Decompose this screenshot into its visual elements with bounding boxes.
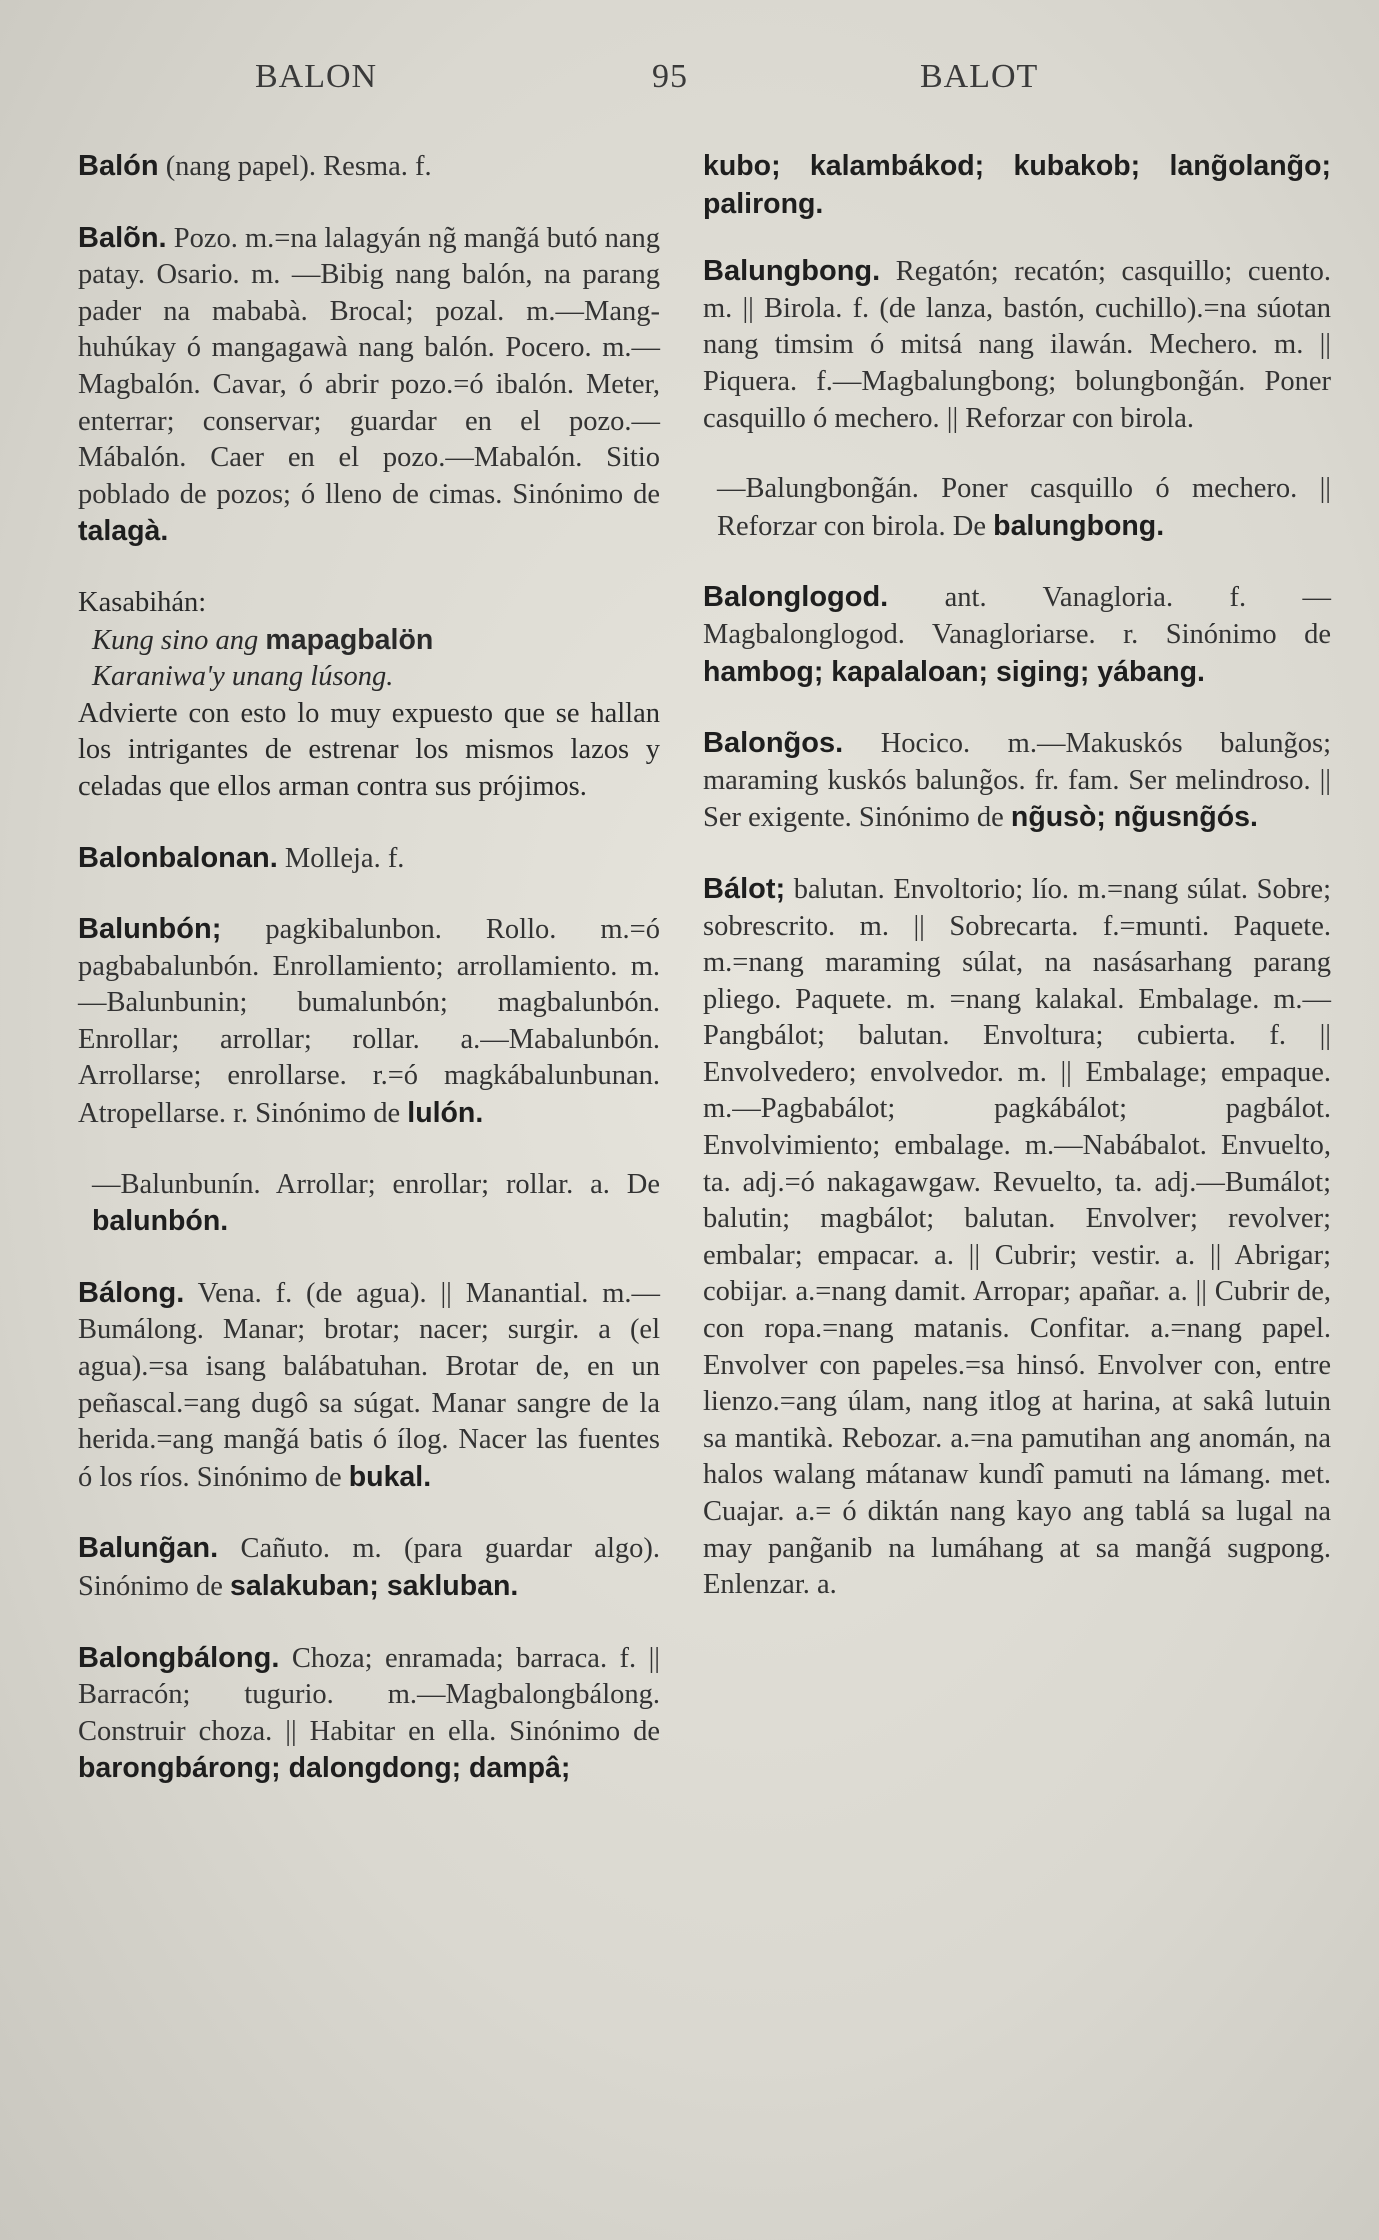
definition: Choza; enramada; barraca. f. || Barracón; tugurio. m.—Magbalongbálong. Construir choza. || Habitar en ella. Sinónimo de — [78, 1642, 660, 1747]
headword: Balón — [78, 150, 159, 182]
entry-balong — [78, 1275, 660, 1497]
headword: Balong̃os. — [703, 727, 844, 760]
cross-reference: barongbárong; dalongdong; dampâ; — [78, 1752, 571, 1785]
entry-balungan — [78, 1530, 660, 1605]
entry-balunbon — [78, 911, 660, 1133]
subentry-balungbongan — [703, 471, 1331, 545]
entry-balon-pozo — [78, 220, 660, 551]
cross-reference: kubo; kalambákod; kubakob; lang̃olang̃o; palirong. — [703, 150, 1331, 220]
proverb-line-1-text: Kung sino ang — [92, 624, 266, 656]
definition: —Balungbong̃án. Poner casquillo ó mechero. || Reforzar con birola. De — [717, 473, 1331, 542]
definition: (nang papel). Resma. f. — [158, 151, 432, 182]
entry-balonbalonan — [78, 840, 660, 878]
headword: Balonbalonan. — [78, 841, 278, 874]
headword: Balungbong. — [703, 255, 881, 288]
proverb-intro: Kasabihán: — [78, 586, 207, 618]
headword: Balung̃an. — [78, 1532, 219, 1565]
cross-reference: ng̃usò; ng̃usng̃ós. — [1010, 801, 1258, 834]
headword: Bálot; — [703, 872, 786, 905]
proverb-block — [78, 585, 660, 806]
left-column — [78, 148, 660, 1822]
headword: Balonglogod. — [703, 581, 889, 614]
header-left-guide-word: BALON — [255, 58, 378, 95]
cross-reference: lulón. — [407, 1097, 484, 1130]
definition: Regatón; recatón; casquillo; cuento. m. || Birola. f. (de lanza, bastón, cuchillo).=na súotan nang timsim ó mitsá nang ilawán. Mechero. m. || Piquera. f.—Magbalungbong; bolungbong̃án. Poner casquillo ó mechero. || Reforzar con birola. — [703, 256, 1331, 434]
entry-balongos — [703, 725, 1331, 837]
cross-reference: balunbón. — [92, 1205, 229, 1238]
entry-balot — [703, 871, 1331, 1604]
entry-balongbalong — [78, 1640, 660, 1788]
definition: Molleja. f. — [277, 842, 405, 874]
cross-reference: salakuban; sakluban. — [230, 1570, 519, 1602]
headword: Balongbálong. — [78, 1641, 280, 1674]
running-header — [0, 58, 1379, 108]
entry-balonglogod — [703, 579, 1331, 691]
right-column — [703, 148, 1331, 1638]
proverb-line-1 — [78, 622, 660, 660]
cross-reference: balungbong. — [993, 509, 1165, 542]
subentry-balunbunin — [78, 1167, 660, 1241]
proverb-line-2: Karaniwa'y unang lúsong. — [92, 661, 394, 693]
definition: balutan. Envoltorio; lío. m.=nang súlat. Sobre; sobrescrito. m. || Sobrecarta. f.=munti. Paquete. m.=nang maraming súlat, na nasásarhang parang pliego. Paquete. m. =nang kalakal. Embalage. m.—Pangbálot; balutan. Envoltura; cubierta. f. || Envolvedero; envolvedor. m. || Embalage; empaque. m.—Pagbabálot; pagkábálot; pagbálot. Envolvimiento; embalage. m.—Nabábalot. Envuelto, ta. adj.=ó nakagawgaw. Revuelto, ta. adj.—Bumálot; balutin; magbálot; balutan. Envolver; revolver; embalar; empacar. a. || Cubrir; vestir. a. || Abrigar; cobijar. a.=nang damit. Arropar; apañar. a. || Cubrir de, con ropa.=nang matanis. Confitar. a.=nang papel. Envolver con papeles.=sa hinsó. Envolver con, entre lienzo.=ang úlam, nang itlog at harina, at sakâ lutuin sa mantikà. Rebozar. a.=na pamutihan ang anomán, na halos walang mátanaw kundî pamuti na lámang. met. Cuajar. a.= ó diktán nang kayo ang tablá sa lugal na may pang̃anib na lumáhang at sa mang̃á sugpong. Enlenzar. a. — [703, 873, 1331, 1601]
page-number: 95 — [652, 58, 688, 95]
cross-reference: bukal. — [348, 1460, 432, 1493]
headword: Bálong. — [78, 1276, 185, 1309]
definition: Hocico. m.—Makuskós balung̃os; maraming kuskós balung̃os. fr. fam. Ser melindroso. || Ser exigente. Sinónimo de — [703, 728, 1331, 834]
definition: pagkibalunbon. Rollo. m.=ó pagbabalunbón. Enrollamiento; arrollamiento. m.—Balunbunin; bumalunbón; magbalunbón. Enrollar; arrollar; rollar. a.—Mabalunbón. Arrollarse; enrollarse. r.=ó magkábalunbunan. Atropellarse. r. Sinónimo de — [78, 914, 660, 1130]
entry-balungbong — [703, 253, 1331, 437]
definition: ant. Vanagloria. f. —Magbalonglogod. Vanagloriarse. r. Sinónimo de — [703, 582, 1331, 650]
cross-reference: talagà. — [78, 515, 169, 548]
cross-reference: hambog; kapalaloan; siging; yábang. — [703, 655, 1205, 688]
proverb-keyword: mapagbalön — [265, 623, 434, 656]
headword: Balõn. — [78, 221, 167, 254]
proverb-lines — [78, 622, 660, 696]
definition: Cañuto. m. (para guardar algo). Sinónimo de — [78, 1533, 660, 1602]
definition: Pozo. m.=na lalagyán ng̃ mang̃á butó nang patay. Osario. m. —Bibig nang balón, na parang pader na mababà. Brocal; pozal. m.—Mang-huhúkay ó mangagawà nang balón. Pocero. m.—Magbalón. Cavar, ó abrir pozo.=ó ibalón. Meter, enterrar; conservar; guardar en el pozo.—Mábalón. Caer en el pozo.—Mabalón. Sitio poblado de pozos; ó lleno de cimas. Sinónimo de — [78, 222, 660, 510]
entry-balon-papel — [78, 148, 660, 186]
headword: Balunbón; — [78, 913, 222, 946]
proverb-translation: Advierte con esto lo muy expuesto que se hallan los intrigantes de estrenar los mismos lazos y celadas que ellos arman contra sus prójimos. — [78, 697, 660, 802]
definition: —Balunbunín. Arrollar; enrollar; rollar. a. De — [92, 1168, 660, 1200]
header-right-guide-word: BALOT — [920, 58, 1039, 95]
continued-cross-reference — [703, 148, 1331, 223]
definition: Vena. f. (de agua). || Manantial. m.—Bumálong. Manar; brotar; nacer; surgir. a (el agua).=sa isang balábatuhan. Brotar de, en un peñascal.=ang dugô sa súgat. Manar sangre de la herida.=ang mang̃á batis ó ílog. Nacer las fuentes ó los ríos. Sinónimo de — [78, 1277, 660, 1493]
